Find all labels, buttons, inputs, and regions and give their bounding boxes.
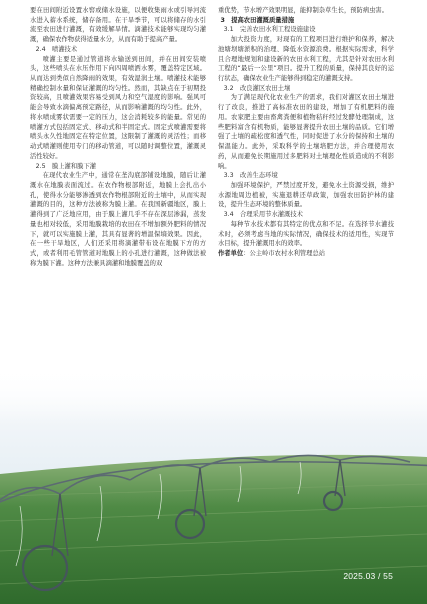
section-heading: 2.4 喷灌技术 (35, 45, 78, 53)
paragraph: 为了满足现代化农业生产的需求，我们对灌区农田土壤进行了改良，推进了高标准农田的建设，增加了有机肥料的施用。农家肥主要由畜禽粪便和植物秸秆经过发酵处理制成，这些肥料富含有机物质，能够显著提升农田土壤的品质。它们增强了土壤的疏松度和透气性，同时促进了水分的保持和土壤的保温能力。此外，采取科学的土壤培肥方法，并合理使用农药，从而避免长期施用过多肥料对土壤理化性质造成的不利影响。 (218, 94, 394, 170)
right-column (218, 6, 394, 259)
paragraph: 要在田间附近设置水窖或储水设施，以便收集雨水或引导河流水进入蓄水系统，储存备用。在干旱季节，可以将储存的水引流至农田进行灌溉，有效缓解旱情。滴灌技术能够实现均匀灌溉，确保农作物获得适量水分，从而有助于提高产量。 (30, 7, 206, 44)
page-number: 2025.03 / 55 (343, 571, 393, 581)
paragraph: 每种节水技术都有其特定的优点和不足。在选择节水灌技术时，必须考虑当地的实际情况，确保技术的适用性，实现节水目标，提升灌溉用水的效率。 (218, 220, 394, 248)
author-label: 作者单位 (218, 249, 244, 257)
irrigation-photo-graphic (0, 356, 427, 604)
left-column (30, 6, 206, 268)
paragraph: 在现代农业生产中，通常在垄沟底部铺设地膜，随后让灌溉水在地膜表面流过。在农作物根部附近，地膜上会扎出小孔，使得水分能够渗透到农作物根部附近的土壤中，从而实现灌溉的目的，这种方法被称为膜上灌。在我国新疆地区，膜上灌得到了广泛地应用，由于膜上灌几乎不存在深层渗漏，蒸发量也相对较低，采用地膜栽培的农田在不增加额外肥料的情况下，就可以实施膜上灌，其具有显著的增温保墒效果。因此，在一些干旱地区，人们还采用将滴灌带布设在地膜下方的方式，或者利用毛管管道对地膜上的小孔进行灌溉，这种做法被称为膜下灌。这种方法兼具滴灌和地膜覆盖的双 (30, 172, 206, 267)
subsection-heading: 3.1 完善农田水利工程设施建设 (223, 26, 316, 34)
section-heading: 2.5 膜上灌和膜下灌 (35, 162, 97, 170)
paragraph: 喷灌主要是通过管道将水输送到田间，并在田间安装喷头，这些喷头在水压作用下向四周喷洒水雾，覆盖特定区域。从而达到类似自然降雨的效果，有效湿润土壤。喷灌技术能够精确控制水量和保证灌溉的均匀性。然而，其缺点在于初期投资较高，且喷灌效果容易受到风力和空气湿度的影响。强风可能会导致水滴偏离预定路径，从而影响灌溉的均匀性。此外，将水喷成雾状需要一定的压力，这会消耗较多的能量。常见的喷灌方式包括固定式、移动式和半固定式。固定式喷灌需要将喷头永久性地固定在特定位置，这限制了灌溉的灵活性；而移动式喷灌则使用专门的移动管道，可以随时调整位置，灌溉灵活性较好。 (30, 55, 206, 160)
irrigation-photo (0, 356, 427, 604)
paragraph: 加大投资力度，对现有的工程项目进行维护和保养，解决池塘坝塘淤积的治理、降低水资源浪费。根据实际需求，科学且合理地规划和建设新的农田水利工程，尤其是针对农田水利工程的“最后一公里”项目。提升工程的质量，保持其良好的运行状态，确保农业生产能够得到稳定的灌溉支持。 (218, 36, 394, 83)
section-heading: 3 提高农田灌溉质量措施 (220, 16, 295, 24)
author-text: ：公主岭市农村水利管理总站 (243, 249, 326, 257)
paragraph: 重优势，节水增产效果明显，能抑制杂草生长，预防病虫害。 (218, 7, 389, 14)
subsection-heading: 3.3 改善生态环境 (223, 172, 278, 180)
subsection-heading: 3.4 合理采用节水灌溉技术 (223, 211, 303, 219)
paragraph: 加强环境保护，严禁过度开发，避免水土资源受损，维护水源地周边植被，实施退耕还草政策，加强农田防护林的建设，提升生态环境的整体质量。 (218, 181, 394, 209)
subsection-heading: 3.2 改良灌区农田土壤 (223, 84, 291, 92)
author-affiliation (218, 249, 394, 259)
